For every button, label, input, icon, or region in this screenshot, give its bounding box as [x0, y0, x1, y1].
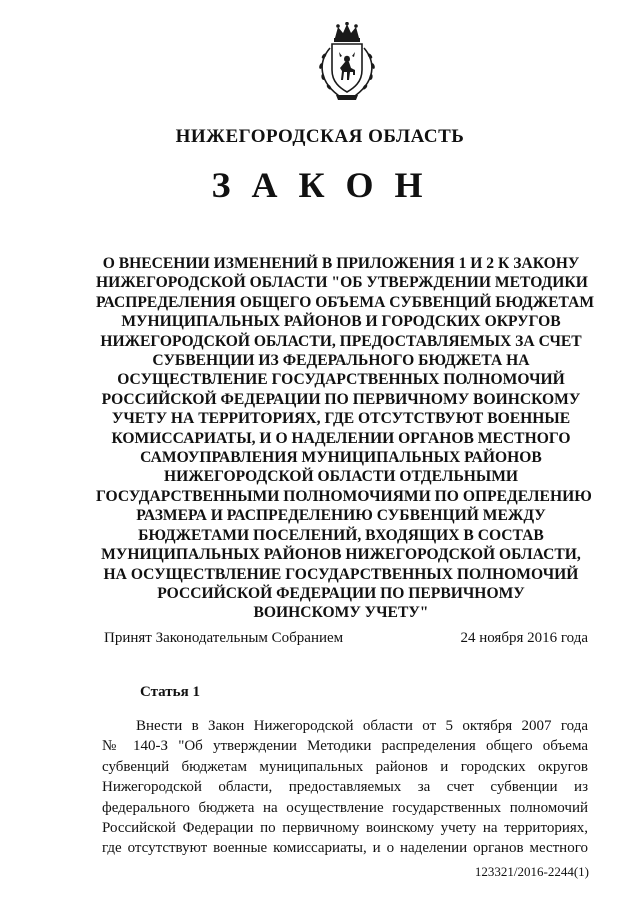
law-title-line: БЮДЖЕТАМИ ПОСЕЛЕНИЙ, ВХОДЯЩИХ В СОСТАВ [138, 526, 544, 544]
law-title-line: РАЗМЕРА И РАСПРЕДЕЛЕНИЮ СУБВЕНЦИЙ МЕЖДУ [136, 507, 546, 525]
law-title-line: НИЖЕГОРОДСКОЙ ОБЛАСТИ ОТДЕЛЬНЫМИ [163, 468, 519, 486]
article-line: где отсутствуют военные комиссариаты, и о наделении органов местного [102, 840, 588, 857]
article-line: Нижегородской области, предоставляемых за счет субвенции из [102, 779, 588, 796]
law-title-line: НИЖЕГОРОДСКОЙ ОБЛАСТИ "ОБ УТВЕРЖДЕНИИ МЕТОДИКИ [96, 274, 588, 292]
law-title [96, 254, 595, 623]
article-line: Российской Федерации по первичному воинскому учету на территориях, [102, 820, 588, 837]
document-type: З А К О Н [211, 165, 429, 205]
law-title-line: ВОИНСКОМУ УЧЕТУ" [253, 604, 429, 622]
law-title-line: РОССИЙСКОЙ ФЕДЕРАЦИИ ПО ПЕРВИЧНОМУ ВОИНСКОМУ [101, 390, 581, 408]
article-line: Внести в Закон Нижегородской области от 5 октября 2007 года [136, 718, 588, 734]
region-name: НИЖЕГОРОДСКАЯ ОБЛАСТЬ [175, 126, 465, 147]
law-title-line: РАСПРЕДЕЛЕНИЯ ОБЩЕГО ОБЪЕМА СУБВЕНЦИЙ БЮДЖЕТАМ [96, 293, 595, 311]
law-title-line: МУНИЦИПАЛЬНЫХ РАЙОНОВ НИЖЕГОРОДСКОЙ ОБЛАСТИ, [101, 546, 581, 564]
article-line: федерального бюджета на осуществление государственных полномочий [102, 799, 588, 816]
law-title-line: СУБВЕНЦИИ ИЗ ФЕДЕРАЛЬНОГО БЮДЖЕТА НА [152, 352, 530, 370]
law-title-line: САМОУПРАВЛЕНИЯ МУНИЦИПАЛЬНЫХ РАЙОНОВ [140, 449, 542, 467]
article-line: субвенций бюджетам муниципальных районов и городских округов [102, 758, 588, 775]
law-title-line: МУНИЦИПАЛЬНЫХ РАЙОНОВ И ГОРОДСКИХ ОКРУГОВ [121, 313, 561, 331]
document-number: 123321/2016-2244(1) [474, 864, 589, 879]
article-heading: Статья 1 [140, 684, 200, 700]
adoption-statement: Принят Законодательным Собранием [104, 630, 344, 646]
article-line: № 140-З "Об утверждении Методики распределения общего объема [102, 738, 588, 755]
law-title-line: УЧЕТУ НА ТЕРРИТОРИЯХ, ГДЕ ОТСУТСТВУЮТ ВОЕННЫЕ [111, 410, 571, 428]
law-title-line: НА ОСУЩЕСТВЛЕНИЕ ГОСУДАРСТВЕННЫХ ПОЛНОМОЧИЙ [103, 565, 579, 583]
law-title-line: ГОСУДАРСТВЕННЫМИ ПОЛНОМОЧИЯМИ ПО ОПРЕДЕЛЕНИЮ [96, 487, 592, 505]
adoption-date: 24 ноября 2016 года [460, 630, 588, 646]
law-title-line: НИЖЕГОРОДСКОЙ ОБЛАСТИ, ПРЕДОСТАВЛЯЕМЫХ ЗА СЧЕТ [100, 332, 582, 350]
law-title-line: КОМИССАРИАТЫ, И О НАДЕЛЕНИИ ОРГАНОВ МЕСТНОГО [111, 429, 571, 447]
article-body [102, 716, 588, 859]
law-title-line: О ВНЕСЕНИИ ИЗМЕНЕНИЙ В ПРИЛОЖЕНИЯ 1 И 2 К ЗАКОНУ [102, 255, 580, 272]
nizhny-novgorod-coat-of-arms-icon [312, 22, 382, 104]
law-title-line: РОССИЙСКОЙ ФЕДЕРАЦИИ ПО ПЕРВИЧНОМУ [157, 584, 525, 602]
law-title-line: ОСУЩЕСТВЛЕНИЕ ГОСУДАРСТВЕННЫХ ПОЛНОМОЧИЙ [117, 371, 565, 389]
